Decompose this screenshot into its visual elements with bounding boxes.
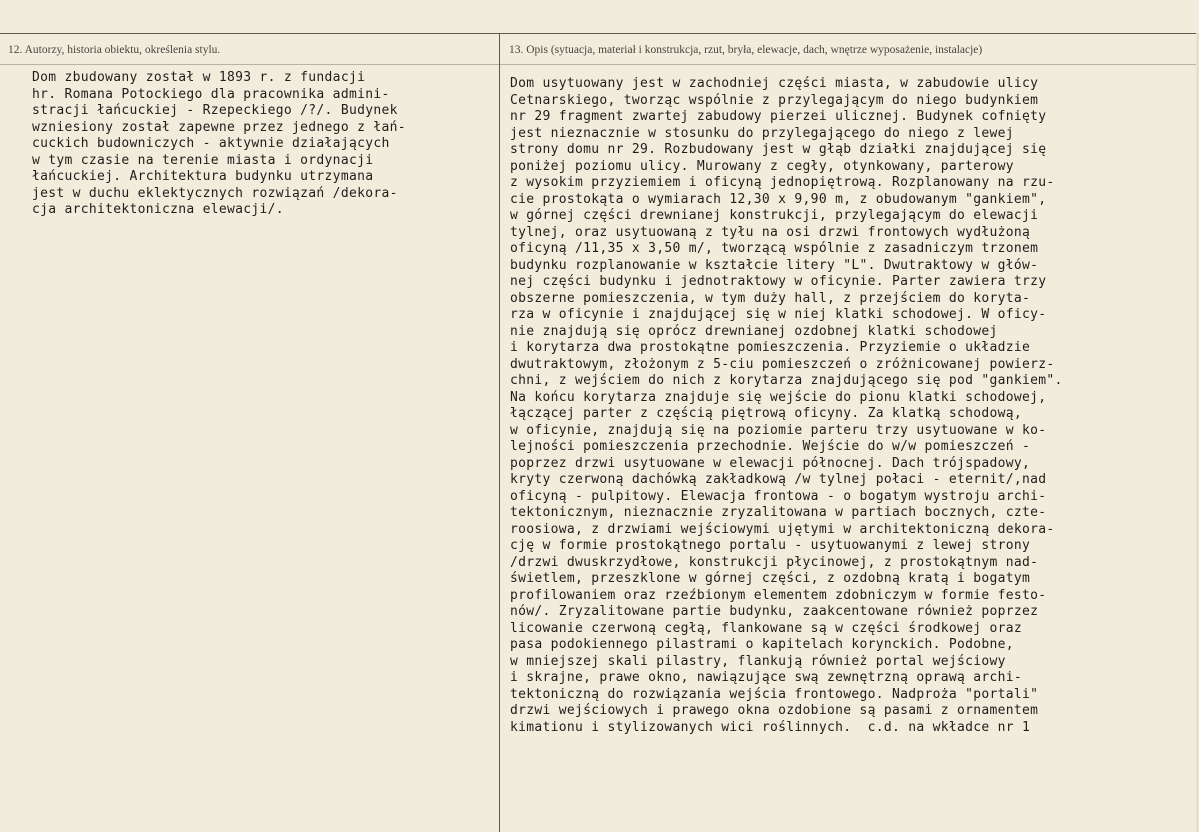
text-line: tektonicznym, nieznacznie zryzalitowana w partiach bocznych, czte-	[510, 505, 1047, 520]
text-line: Cetnarskiego, tworząc wspólnie z przylegającym do niego budynkiem	[510, 92, 1039, 108]
section-12-heading: 12. Autorzy, historia obiektu, określenia stylu.	[8, 44, 221, 56]
column-divider	[499, 33, 500, 832]
text-line: w tym czasie na terenie miasta i ordynacji	[32, 152, 374, 168]
text-line: i skrajne, prawe okno, nawiązujące swą zewnętrzną oprawą archi-	[510, 670, 1022, 685]
text-line: w mniejszej skali pilastry, flankują również portal wejściowy	[510, 653, 1006, 669]
text-line: pasa podokiennego pilastrami o kapitelach korynckich. Podobne,	[510, 637, 1014, 652]
text-line: poprzez drzwi usytuowane w elewacji północnej. Dach trójspadowy,	[510, 455, 1031, 471]
text-line: budynku rozplanowanie w kształcie litery "L". Dwutraktowy w głów-	[510, 257, 1039, 273]
text-line: nej części budynku i jednotraktowy w oficynie. Parter zawiera trzy	[510, 274, 1047, 289]
text-line: jest w duchu eklektycznych rozwiązań /dekora-	[32, 185, 398, 201]
section-12-text	[32, 70, 492, 219]
text-line: w oficynie, znajdują się na poziomie parteru trzy usytuowane w ko-	[510, 422, 1047, 438]
section-13-text	[510, 76, 1190, 736]
text-line: obszerne pomieszczenia, w tym duży hall, z przejściem do koryta-	[510, 290, 1031, 306]
heading-rule	[0, 64, 1199, 65]
text-line: stracji łańcuckiej - Rzepeckiego /?/. Budynek	[32, 103, 398, 118]
text-line: strony domu nr 29. Rozbudowany jest w głąb działki znajdującej się	[510, 142, 1047, 157]
text-line: drzwi wejściowych i prawego okna ozdobione są pasami z ornamentem	[510, 703, 1039, 718]
text-line: poniżej poziomu ulicy. Murowany z cegły, otynkowany, parterowy	[510, 158, 1014, 174]
text-line: łańcuckiej. Architektura budynku utrzymana	[32, 169, 374, 184]
text-line: wzniesiony został zapewne przez jednego z łań-	[32, 119, 406, 135]
text-line: cie prostokąta o wymiarach 12,30 x 9,90 m, z obudowanym "gankiem",	[510, 191, 1047, 207]
header-rule	[0, 33, 1199, 34]
text-line: cja architektoniczna elewacji/.	[32, 202, 284, 217]
text-line: kryty czerwoną dachówką zakładkową /w tylnej połaci - eternit/,nad	[510, 472, 1047, 487]
section-13-heading: 13. Opis (sytuacja, materiał i konstrukcja, rzut, bryła, elewacje, dach, wnętrze wyposażenie, instalacje)	[509, 44, 983, 56]
text-line: hr. Romana Potockiego dla pracownika admini-	[32, 86, 390, 102]
text-line: świetlem, przeszklone w górnej części, z ozdobną kratą i bogatym	[510, 571, 1031, 586]
text-line: cuckich budowniczych - aktywnie działających	[32, 136, 390, 151]
text-line: Dom usytuowany jest w zachodniej części miasta, w zabudowie ulicy	[510, 76, 1039, 91]
text-line: tektoniczną do rozwiązania wejścia frontowego. Nadproża "portali"	[510, 686, 1039, 702]
text-line: oficyną - pulpitowy. Elewacja frontowa - o bogatym wystroju archi-	[510, 488, 1047, 504]
text-line: z wysokim przyziemiem i oficyną jednopiętrową. Rozplanowany na rzu-	[510, 175, 1055, 190]
text-line: cję w formie prostokątnego portalu - usytuowanymi z lewej strony	[510, 538, 1031, 553]
text-line: jest nieznacznie w stosunku do przylegającego do niego z lewej	[510, 125, 1014, 141]
text-line: oficyną /11,35 x 3,50 m/, tworzącą wspólnie z zasadniczym trzonem	[510, 241, 1039, 256]
text-line: /drzwi dwuskrzydłowe, konstrukcji płycinowej, z prostokątnym nad-	[510, 554, 1039, 570]
text-line: lejności pomieszczenia przechodnie. Wejście do w/w pomieszczeń -	[510, 439, 1031, 454]
text-line: w górnej części drewnianej konstrukcji, przylegającym do elewacji	[510, 208, 1039, 223]
text-line: nów/. Zryzalitowane partie budynku, zaakcentowane również poprzez	[510, 604, 1039, 619]
text-line: nr 29 fragment zwartej zabudowy pierzei ulicznej. Budynek cofnięty	[510, 109, 1047, 124]
text-line: nie znajdują się oprócz drewnianej ozdobnej klatki schodowej	[510, 323, 998, 339]
text-line: łączącej parter z częścią piętrową oficyny. Za klatką schodową,	[510, 406, 1022, 421]
text-line: kimationu i stylizowanych wici roślinnych. c.d. na wkładce nr 1	[510, 719, 1031, 735]
text-line: dwutraktowym, złożonym z 5-ciu pomieszczeń o zróżnicowanej powierz-	[510, 356, 1055, 372]
text-line: Dom zbudowany został w 1893 r. z fundacji	[32, 70, 366, 85]
text-line: rza w oficynie i znajdującej się w niej klatki schodowej. W oficy-	[510, 307, 1047, 322]
text-line: i korytarza dwa prostokątne pomieszczenia. Przyziemie o układzie	[510, 340, 1031, 355]
text-line: tylnej, oraz usytuowaną z tyłu na osi drzwi frontowych wydłużoną	[510, 224, 1031, 240]
text-line: licowanie czerwoną cegłą, flankowane są w części środkowej oraz	[510, 620, 1022, 636]
text-line: profilowaniem oraz rzeźbionym elementem zdobniczym w formie festo-	[510, 587, 1047, 603]
text-line: Na końcu korytarza znajduje się wejście do pionu klatki schodowej,	[510, 389, 1047, 405]
text-line: chni, z wejściem do nich z korytarza znajdującego się pod "gankiem".	[510, 373, 1063, 388]
text-line: roosiowa, z drzwiami wejściowymi ujętymi w architektoniczną dekora-	[510, 521, 1055, 537]
